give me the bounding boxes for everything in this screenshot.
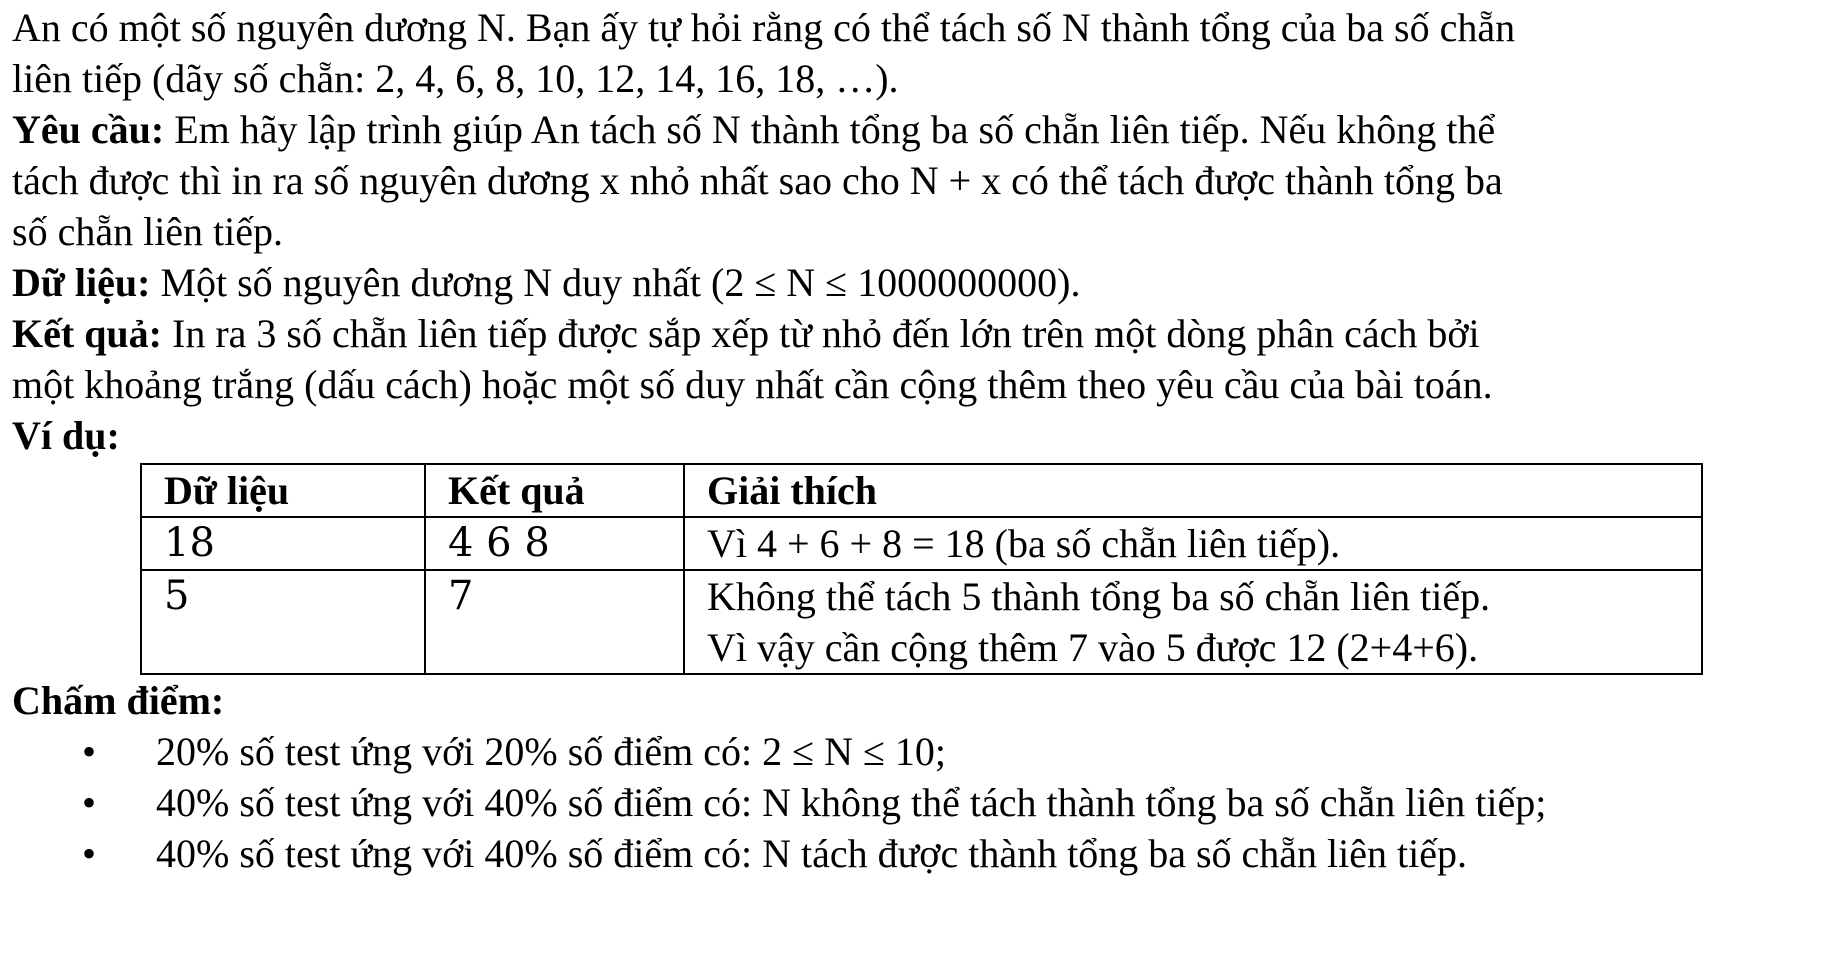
- table-row: [141, 570, 1702, 674]
- bullet-icon: •: [82, 729, 97, 774]
- table-row: [141, 517, 1702, 570]
- intro-line-1: An có một số nguyên dương N. Bạn ấy tự hỏi rằng có thể tách số N thành tổng của ba số chẵn: [12, 5, 1516, 50]
- scoring-item-1: 20% số test ứng với 20% số điểm có: 2 ≤ N ≤ 10;: [156, 729, 947, 774]
- header-output: Kết quả: [425, 464, 684, 517]
- row-1-explanation-line-1: Vì 4 + 6 + 8 = 18 (ba số chẵn liên tiếp).: [707, 521, 1341, 566]
- example-label: Ví dụ:: [12, 413, 120, 458]
- output-line-2: một khoảng trắng (dấu cách) hoặc một số duy nhất cần cộng thêm theo yêu cầu của bài toán.: [12, 362, 1493, 407]
- output-label: Kết quả:: [12, 311, 162, 356]
- output-line-1: [12, 308, 1832, 359]
- input-label: Dữ liệu:: [12, 260, 151, 305]
- list-item: [12, 828, 1832, 879]
- row-2-explanation-line-2: Vì vậy cần cộng thêm 7 vào 5 được 12 (2+4+6).: [707, 625, 1479, 670]
- list-item: [12, 777, 1832, 828]
- requirement-text-1: Em hãy lập trình giúp An tách số N thành tổng ba số chẵn liên tiếp. Nếu không thể: [164, 107, 1496, 152]
- input-section: [12, 257, 1832, 308]
- scoring-item-3: 40% số test ứng với 40% số điểm có: N tách được thành tổng ba số chẵn liên tiếp.: [156, 831, 1467, 876]
- scoring-list: [12, 726, 1832, 879]
- scoring-item-2: 40% số test ứng với 40% số điểm có: N không thể tách thành tổng ba số chẵn liên tiếp;: [156, 780, 1547, 825]
- header-explanation: Giải thích: [684, 464, 1702, 517]
- bullet-icon: •: [82, 831, 97, 876]
- requirement-label: Yêu cầu:: [12, 107, 165, 152]
- scoring-label: Chấm điểm:: [12, 678, 225, 723]
- requirement-line-3: số chẵn liên tiếp.: [12, 209, 284, 254]
- examples-table: [140, 463, 1703, 675]
- bullet-icon: •: [82, 780, 97, 825]
- intro-line-2: liên tiếp (dãy số chẵn: 2, 4, 6, 8, 10, 12, 14, 16, 18, …).: [12, 56, 899, 101]
- row-2-input: 5: [141, 570, 425, 674]
- scoring-heading: [12, 675, 1832, 726]
- input-text: Một số nguyên dương N duy nhất (2 ≤ N ≤ 1000000000).: [150, 260, 1081, 305]
- row-2-output: 7: [425, 570, 684, 674]
- row-2-explanation-line-1: Không thể tách 5 thành tổng ba số chẵn liên tiếp.: [707, 574, 1491, 619]
- row-1-output: 4 6 8: [425, 517, 684, 570]
- example-heading: [12, 410, 1832, 461]
- table-header-row: [141, 464, 1702, 517]
- row-2-explanation: [684, 570, 1702, 674]
- row-1-input: 18: [141, 517, 425, 570]
- output-text-1: In ra 3 số chẵn liên tiếp được sắp xếp từ nhỏ đến lớn trên một dòng phân cách bởi: [162, 311, 1480, 356]
- requirement-line-1: [12, 104, 1832, 155]
- row-1-explanation: [684, 517, 1702, 570]
- requirement-line-2: tách được thì in ra số nguyên dương x nhỏ nhất sao cho N + x có thể tách được thành tổng ba: [12, 158, 1503, 203]
- list-item: [12, 726, 1832, 777]
- header-input: Dữ liệu: [141, 464, 425, 517]
